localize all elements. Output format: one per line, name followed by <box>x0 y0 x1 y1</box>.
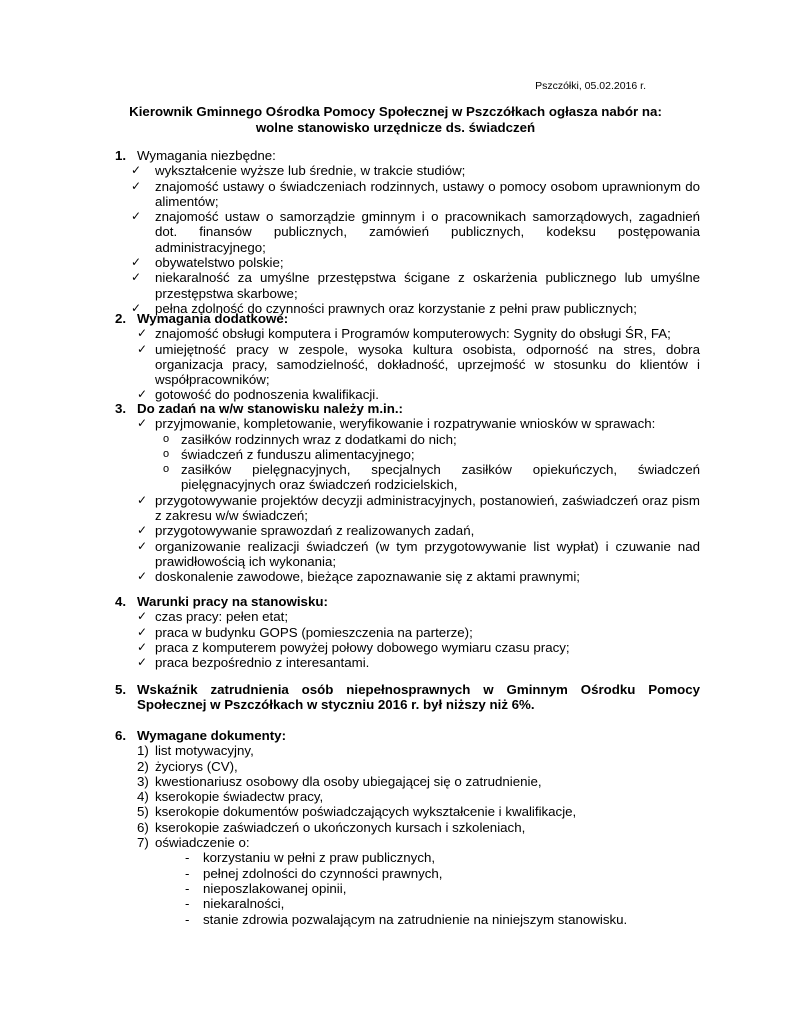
list-item: ✓ czas pracy: pełen etat; <box>137 609 289 625</box>
section-number: 6. <box>115 728 127 743</box>
list-item: ✓ gotowość do podnoszenia kwalifikacji. <box>137 387 379 403</box>
section-title: Warunki pracy na stanowisku: <box>137 594 328 609</box>
section-heading <box>115 728 700 743</box>
section-requirements <box>115 148 700 316</box>
section-documents <box>115 728 700 927</box>
checkmark-icon: ✓ <box>131 163 142 178</box>
list-item: ✓ praca w budynku GOPS (pomieszczenia na parterze); <box>137 624 473 640</box>
checkmark-icon: ✓ <box>137 624 148 639</box>
list-item: ✓ znajomość ustaw o samorządzie gminnym i o pracownikach samorządowych, zagadnień dot. finansów publicznych, zamówień publicznych, kodeksu postępowania administracyjnego; <box>131 209 700 255</box>
section-number: 5. <box>115 682 127 697</box>
checkmark-icon: ✓ <box>137 341 148 356</box>
circle-bullet-icon: o <box>163 432 170 445</box>
list-item: ✓ niekaralność za umyślne przestępstwa ścigane z oskarżenia publicznego lub umyślne przestępstwa skarbowe; <box>131 270 700 301</box>
section-heading <box>115 311 700 326</box>
list-item: ✓ przyjmowanie, kompletowanie, weryfikowanie i rozpatrywanie wniosków w sprawach: <box>137 416 656 432</box>
checkmark-icon: ✓ <box>137 523 148 538</box>
list-item: ✓ praca z komputerem powyżej połowy dobowego wymiaru czasu pracy; <box>137 639 570 655</box>
checkmark-icon: ✓ <box>137 639 148 654</box>
list-item: ✓ praca bezpośrednio z interesantami. <box>137 655 370 671</box>
sub-list-item: o zasiłków pielęgnacyjnych, specjalnych zasiłków opiekuńczych, świadczeń pielęgnacyjnych oraz świadczeń rodzicielskich, <box>163 462 700 493</box>
checkmark-icon: ✓ <box>131 300 142 315</box>
section-heading <box>115 682 700 713</box>
checkmark-icon: ✓ <box>137 492 148 507</box>
document-title <box>100 104 691 136</box>
list-item: ✓ obywatelstwo polskie; <box>131 255 284 271</box>
sub-list-item: - niekaralności, <box>185 896 285 912</box>
checkmark-icon: ✓ <box>137 569 148 584</box>
section-employment-rate <box>115 682 700 713</box>
section-text: Wskaźnik zatrudnienia osób niepełnosprawnych w Gminnym Ośrodku Pomocy Społecznej w Pszczółkach w styczniu 2016 r. był niższy niż 6%. <box>137 682 700 713</box>
section-title: Do zadań na w/w stanowisku należy m.in.: <box>137 401 403 416</box>
checkmark-icon: ✓ <box>137 538 148 553</box>
list-item: ✓ przygotowywanie sprawozdań z realizowanych zadań, <box>137 523 475 539</box>
sub-list-item: - stanie zdrowia pozwalającym na zatrudnienie na niniejszym stanowisku. <box>185 911 628 927</box>
checkmark-icon: ✓ <box>137 609 148 624</box>
checkmark-icon: ✓ <box>137 326 148 341</box>
section-heading <box>115 148 700 163</box>
section-number: 3. <box>115 401 127 416</box>
sub-list-item: o świadczeń z funduszu alimentacyjnego; <box>163 446 415 462</box>
sub-list-item: - nieposzlakowanej opinii, <box>185 880 347 896</box>
checkmark-icon: ✓ <box>131 209 142 224</box>
checkmark-icon: ✓ <box>131 178 142 193</box>
section-duties <box>115 401 700 585</box>
list-item: 1) list motywacyjny, <box>137 743 254 759</box>
section-conditions <box>115 594 700 670</box>
list-item: 7) oświadczenie o: <box>137 835 250 851</box>
checkmark-icon: ✓ <box>137 416 148 431</box>
section-number: 2. <box>115 311 127 326</box>
checkmark-icon: ✓ <box>131 255 142 270</box>
checkmark-icon: ✓ <box>131 270 142 285</box>
list-item: ✓ przygotowywanie projektów decyzji administracyjnych, postanowień, zaświadczeń oraz pism z zakresu w/w świadczeń; <box>137 492 700 524</box>
list-item: 3) kwestionariusz osobowy dla osoby ubiegającej się o zatrudnienie, <box>137 773 542 789</box>
list-item: ✓ wykształcenie wyższe lub średnie, w trakcie studiów; <box>131 163 466 179</box>
title-line-1: Kierownik Gminnego Ośrodka Pomocy Społecznej w Pszczółkach ogłasza nabór na: <box>129 104 662 119</box>
checkmark-icon: ✓ <box>137 387 148 402</box>
list-item: ✓ znajomość obsługi komputera i Programów komputerowych: Sygnity do obsługi ŚR, FA; <box>137 326 671 342</box>
list-item: ✓ znajomość ustawy o świadczeniach rodzinnych, ustawy o pomocy osobom uprawnionym do alimentów; <box>131 178 700 209</box>
sub-list-item: - korzystaniu w pełni z praw publicznych, <box>185 850 436 866</box>
list-item: 4) kserokopie świadectw pracy, <box>137 789 324 805</box>
list-item: ✓ doskonalenie zawodowe, bieżące zapoznawanie się z aktami prawnymi; <box>137 569 580 585</box>
list-item: ✓ umiejętność pracy w zespole, wysoka kultura osobista, odporność na stres, dobra organizacja pracy, samodzielność, dokładność, uprzejmość w stosunku do klientów i współpracowników; <box>137 341 700 388</box>
circle-bullet-icon: o <box>163 447 170 460</box>
list-item: 2) życiorys (CV), <box>137 758 238 774</box>
dash-bullet-icon: - <box>185 880 190 896</box>
dash-bullet-icon: - <box>185 911 190 927</box>
dash-bullet-icon: - <box>185 896 190 912</box>
section-number: 1. <box>115 148 127 163</box>
date-line: Pszczółki, 05.02.2016 r. <box>535 80 646 92</box>
section-additional <box>115 311 700 403</box>
section-title: Wymagania niezbędne: <box>137 148 276 163</box>
checkmark-icon: ✓ <box>137 655 148 670</box>
list-item: 6) kserokopie zaświadczeń o ukończonych kursach i szkoleniach, <box>137 819 526 835</box>
dash-bullet-icon: - <box>185 865 190 881</box>
section-number: 4. <box>115 594 127 609</box>
section-title: Wymagane dokumenty: <box>137 728 287 743</box>
circle-bullet-icon: o <box>163 463 170 476</box>
section-title: Wymagania dodatkowe: <box>137 311 289 326</box>
list-item: 5) kserokopie dokumentów poświadczających wykształcenie i kwalifikacje, <box>137 804 577 820</box>
list-item: ✓ pełna zdolność do czynności prawnych oraz korzystanie z pełni praw publicznych; <box>131 300 637 316</box>
sub-list-item: - pełnej zdolności do czynności prawnych, <box>185 865 443 881</box>
dash-bullet-icon: - <box>185 850 190 866</box>
sub-list-item: o zasiłków rodzinnych wraz z dodatkami do nich; <box>163 431 457 447</box>
section-heading <box>115 594 700 609</box>
list-item: ✓ organizowanie realizacji świadczeń (w tym przygotowywanie list wypłat) i czuwanie nad prawidłowością ich wykonania; <box>137 538 700 569</box>
title-line-2: wolne stanowisko urzędnicze ds. świadczeń <box>255 120 536 135</box>
section-heading <box>115 401 700 416</box>
